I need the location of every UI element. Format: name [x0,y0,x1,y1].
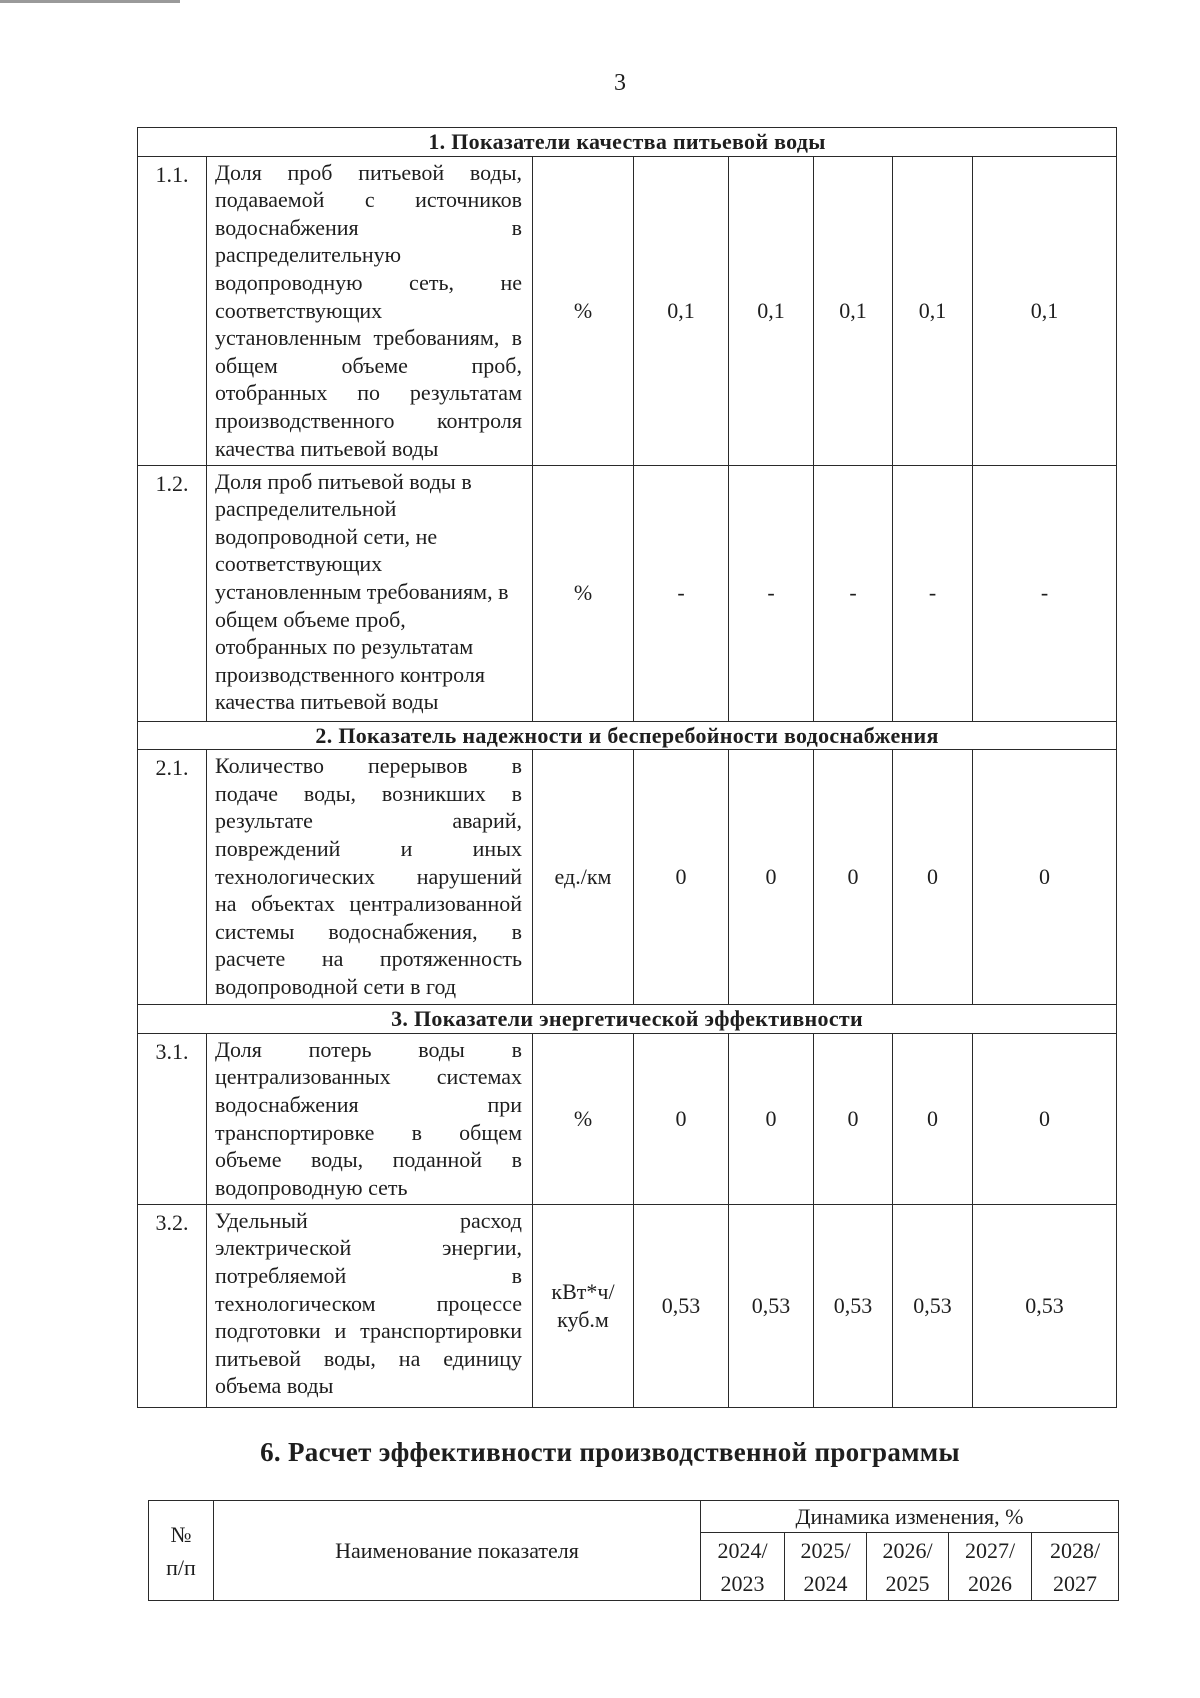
row-number: 1.2. [138,465,207,721]
value-cell: 0,53 [973,1204,1117,1407]
page-number: 3 [614,70,626,96]
value-cell: 0,1 [973,156,1117,465]
value-cell: 0 [893,1033,973,1204]
table-header-row [149,1501,1119,1533]
value-cell: - [729,465,814,721]
value-cell: 0,1 [814,156,893,465]
value-cell: - [634,465,729,721]
value-cell: 0,1 [729,156,814,465]
indicator-description: Количество перерывов в подаче воды, возникших в результате аварий, повреждений и иных технологических нарушений на объектах централизованной системы водоснабжения, в расчете на протяженность водопроводной сети в год [207,750,533,1005]
period-column-header: 2025/ 2024 [785,1533,867,1601]
value-cell: 0 [634,750,729,1005]
value-cell: 0 [814,1033,893,1204]
unit-cell: % [533,156,634,465]
value-cell: - [814,465,893,721]
value-cell: 0,53 [893,1204,973,1407]
unit-cell: % [533,465,634,721]
scan-corner-mark [0,0,180,3]
indicator-description: Доля проб питьевой воды в распределительной водопроводной сети, не соответствующих установленным требованиям, в общем объеме проб, отобранных по результатам производственного контроля качества питьевой воды [207,465,533,721]
indicator-description: Удельный расход электрической энергии, потребляемой в технологическом процессе подготовки и транспортировки питьевой воды, на единицу объема воды [207,1204,533,1407]
row-number: 2.1. [138,750,207,1005]
value-cell: - [893,465,973,721]
value-cell: 0,53 [729,1204,814,1407]
table-row [138,1033,1117,1204]
indicator-name-column-header: Наименование показателя [214,1501,701,1601]
indicator-description: Доля потерь воды в централизованных системах водоснабжения при транспортировке в общем объеме воды, поданной в водопроводную сеть [207,1033,533,1204]
value-cell: 0 [814,750,893,1005]
row-number: 3.1. [138,1033,207,1204]
section-6-heading: 6. Расчет эффективности производственной программы [260,1437,960,1467]
value-cell: 0 [729,1033,814,1204]
value-cell: 0 [973,1033,1117,1204]
value-cell: 0 [973,750,1117,1005]
efficiency-table [148,1500,1119,1601]
period-column-header: 2027/ 2026 [949,1533,1032,1601]
indicator-description: Доля проб питьевой воды, подаваемой с источников водоснабжения в распределительную водопроводную сеть, не соответствующих установленным требованиям, в общем объеме проб, отобранных по результатам производственного контроля качества питьевой воды [207,156,533,465]
table-row [138,156,1117,465]
value-cell: 0 [893,750,973,1005]
value-cell: 0,1 [634,156,729,465]
table-row [138,465,1117,721]
period-column-header: 2028/ 2027 [1032,1533,1119,1601]
section-title-reliability: 2. Показатель надежности и бесперебойности водоснабжения [138,721,1117,750]
value-cell: 0 [729,750,814,1005]
value-cell: - [973,465,1117,721]
indicators-table [137,127,1117,1408]
number-column-header: № п/п [149,1501,214,1601]
unit-cell: % [533,1033,634,1204]
value-cell: 0,53 [814,1204,893,1407]
unit-cell: ед./км [533,750,634,1005]
row-number: 3.2. [138,1204,207,1407]
dynamics-column-header: Динамика изменения, % [701,1501,1119,1533]
section-title-energy: 3. Показатели энергетической эффективности [138,1005,1117,1034]
value-cell: 0 [634,1033,729,1204]
table-row [138,750,1117,1005]
unit-cell: кВт*ч/ куб.м [533,1204,634,1407]
row-number: 1.1. [138,156,207,465]
value-cell: 0,53 [634,1204,729,1407]
period-column-header: 2026/ 2025 [867,1533,949,1601]
period-column-header: 2024/ 2023 [701,1533,785,1601]
table-row [138,1204,1117,1407]
value-cell: 0,1 [893,156,973,465]
section-title-quality: 1. Показатели качества питьевой воды [138,128,1117,157]
